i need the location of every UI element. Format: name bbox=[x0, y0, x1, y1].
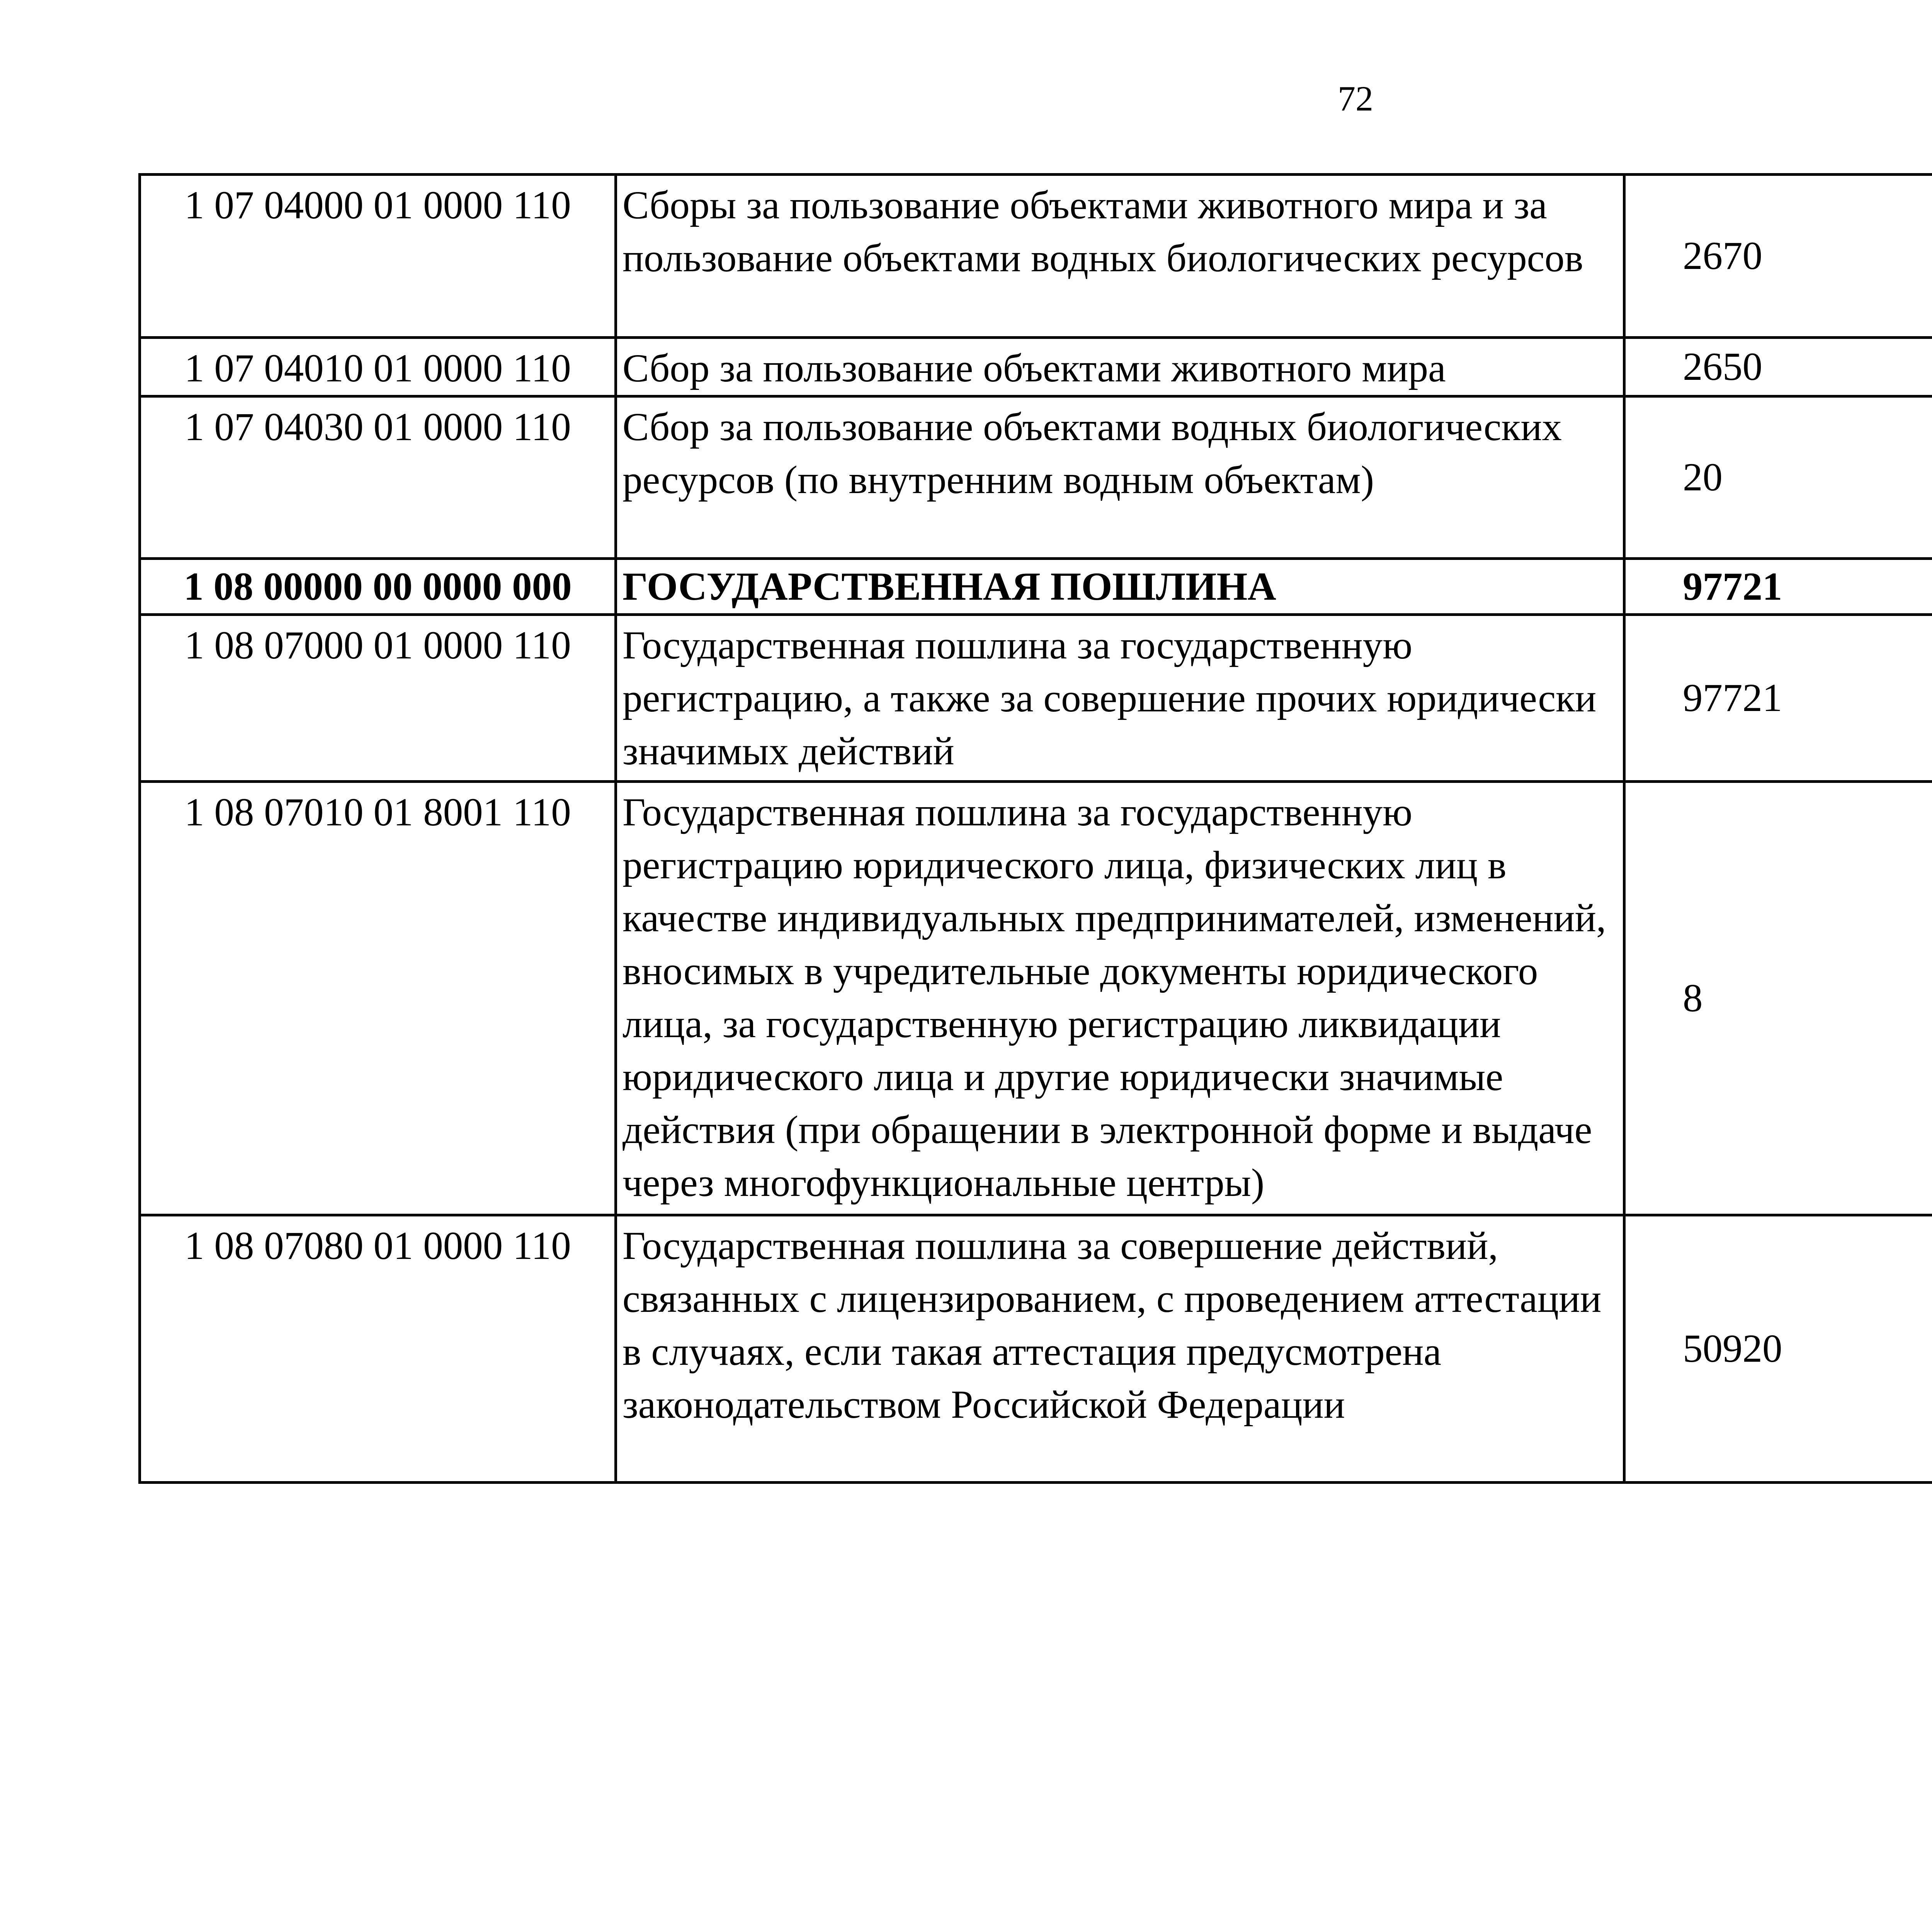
row-value-1: 97721 bbox=[1624, 615, 1932, 782]
row-name: Государственная пошлина за государственную регистрацию, а также за совершение прочих юридически значимых действий bbox=[616, 615, 1624, 782]
table-row bbox=[140, 396, 1932, 559]
row-value-1: 50920 bbox=[1624, 1215, 1932, 1483]
table-row-section bbox=[140, 559, 1932, 615]
row-name: Сбор за пользование объектами животного мира bbox=[616, 338, 1624, 396]
row-name: Государственная пошлина за государственную регистрацию юридического лица, физических лиц в качестве индивидуальных предпринимателей, изменений, вносимых в учредительные документы юридического лица, за государственную регистрацию ликвидации юридического лица и другие юридически значимые действия (при обращении в электронной форме и выдаче через многофункциональные центры) bbox=[616, 782, 1624, 1215]
row-name: Сборы за пользование объектами животного мира и за пользование объектами водных биологических ресурсов bbox=[616, 175, 1624, 338]
table-row bbox=[140, 338, 1932, 396]
row-code: 1 08 07080 01 0000 110 bbox=[140, 1215, 616, 1483]
row-value-1: 97721 bbox=[1624, 559, 1932, 615]
row-code: 1 08 07010 01 8001 110 bbox=[140, 782, 616, 1215]
row-value-1: 2670 bbox=[1624, 175, 1932, 338]
row-value-1: 8 bbox=[1624, 782, 1932, 1215]
row-value-1: 2650 bbox=[1624, 338, 1932, 396]
row-code: 1 07 04030 01 0000 110 bbox=[140, 396, 616, 559]
row-code: 1 08 07000 01 0000 110 bbox=[140, 615, 616, 782]
table-row bbox=[140, 175, 1932, 338]
row-name: Сбор за пользование объектами водных биологических ресурсов (по внутренним водным объектам) bbox=[616, 396, 1624, 559]
table-row bbox=[140, 615, 1932, 782]
table-row bbox=[140, 1215, 1932, 1483]
row-code: 1 08 00000 00 0000 000 bbox=[140, 559, 616, 615]
row-code: 1 07 04000 01 0000 110 bbox=[140, 175, 616, 338]
row-name: Государственная пошлина за совершение действий, связанных с лицензированием, с проведением аттестации в случаях, если такая аттестация предусмотрена законодательством Российской Федерации bbox=[616, 1215, 1624, 1483]
row-value-1: 20 bbox=[1624, 396, 1932, 559]
row-code: 1 07 04010 01 0000 110 bbox=[140, 338, 616, 396]
page-number: 72 bbox=[1338, 79, 1373, 118]
table-row bbox=[140, 782, 1932, 1215]
row-name: ГОСУДАРСТВЕННАЯ ПОШЛИНА bbox=[616, 559, 1624, 615]
revenue-table bbox=[138, 173, 1932, 1484]
